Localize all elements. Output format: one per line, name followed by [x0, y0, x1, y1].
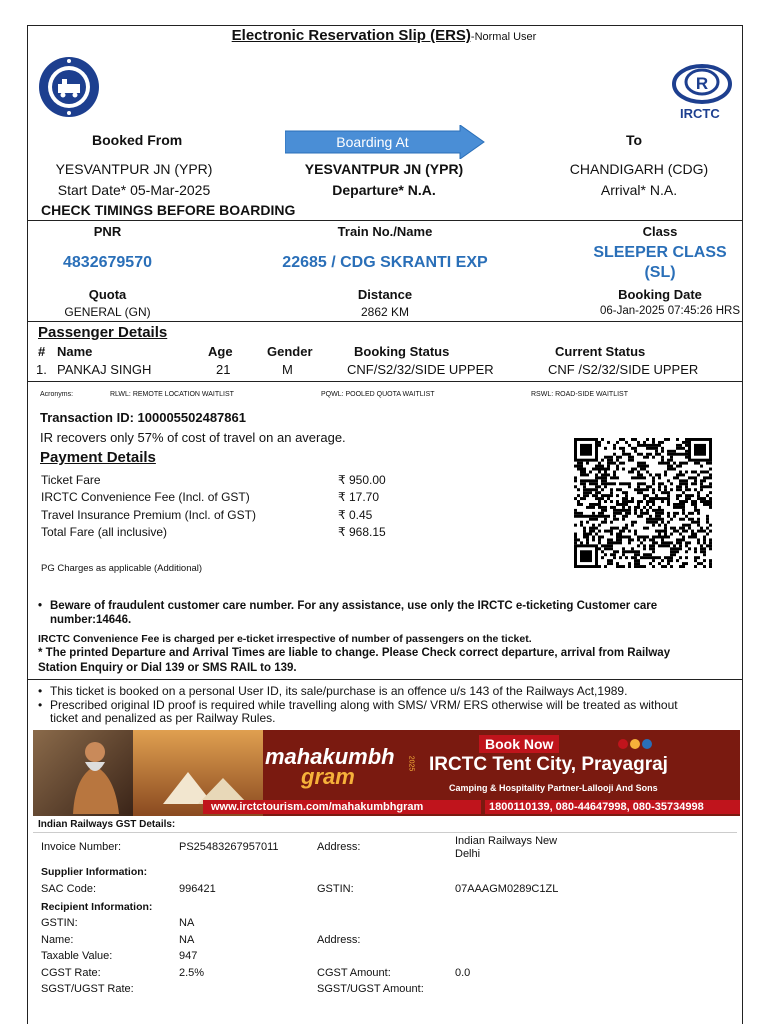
sage-figure-icon [53, 736, 143, 814]
booked-from-label: Booked From [92, 132, 183, 148]
rule-id-proof-line2: ticket and penalized as per Railway Rules. [50, 711, 276, 725]
passenger-age: 21 [216, 362, 231, 377]
indian-railways-logo-icon [38, 56, 100, 118]
subsidy-note: IR recovers only 57% of cost of travel on an average. [40, 430, 346, 445]
rule-id-proof: Prescribed original ID proof is required while travelling along with SMS/ VRM/ ERS otherwise will be treated as without [50, 698, 678, 712]
svg-text:R: R [695, 74, 709, 93]
banner-brand-bottom: gram [301, 764, 355, 789]
from-station: YESVANTPUR JN (YPR) [55, 161, 213, 177]
insurance-label: Travel Insurance Premium (Incl. of GST) [41, 508, 256, 522]
book-now-button[interactable]: Book Now [479, 735, 559, 753]
gst-title: Indian Railways GST Details: [38, 819, 176, 830]
boarding-at-label: Boarding At [336, 134, 409, 150]
train-label: Train No./Name [337, 224, 433, 239]
total-fare-value: ₹ 968.15 [338, 525, 386, 539]
recipient-name-label: Name: [41, 934, 74, 946]
convenience-fee-value: ₹ 17.70 [338, 490, 379, 504]
passenger-details-title: Passenger Details [38, 324, 168, 341]
recipient-gstin-label: GSTIN: [41, 917, 78, 929]
acronym-rswl: RSWL: ROAD-SIDE WAITLIST [531, 391, 628, 398]
qr-code-icon [574, 438, 712, 568]
train-value: 22685 / CDG SKRANTI EXP [282, 254, 488, 271]
pnr-value: 4832679570 [63, 254, 152, 271]
rule-user-id: This ticket is booked on a personal User ID, its sale/purchase is an offence u/s 143 of the Railways Act,1989. [50, 684, 628, 698]
booking-date-value: 06-Jan-2025 07:45:26 HRS [599, 305, 740, 317]
convenience-fee-notice: IRCTC Convenience Fee is charged per e-ticket irrespective of number of passengers on the ticket. [38, 633, 532, 645]
rules-list [38, 684, 678, 712]
transaction-id: Transaction ID: 100005502487861 [40, 410, 246, 425]
acronym-rlwl: RLWL: REMOTE LOCATION WAITLIST [110, 391, 234, 398]
insurance-value: ₹ 0.45 [338, 508, 373, 522]
divider [33, 832, 737, 833]
address-value-line1: Indian Railways New [455, 835, 558, 847]
sac-label: SAC Code: [41, 883, 97, 895]
taxable-value: 947 [179, 950, 198, 962]
class-value-line1: SLEEPER CLASS [593, 244, 727, 261]
list-item [38, 698, 678, 712]
cgst-amount-label: CGST Amount: [317, 967, 391, 979]
sac-value: 996421 [179, 883, 216, 895]
passenger-gender: M [282, 362, 293, 377]
recipient-name-value: NA [179, 934, 195, 946]
recipient-address-label: Address: [317, 934, 361, 946]
class-value-line2: (SL) [644, 264, 676, 281]
banner-phones: 1800110139, 080-44647998, 080-35734998 [485, 800, 740, 814]
banner-title: IRCTC Tent City, Prayagraj [429, 754, 668, 775]
col-booking-status: Booking Status [354, 344, 450, 359]
quota-value: GENERAL (GN) [64, 305, 151, 319]
acronym-pqwl: PQWL: POOLED QUOTA WAITLIST [321, 391, 435, 398]
ers-subtitle: -Normal User [470, 31, 537, 43]
timing-notice-line1: * The printed Departure and Arrival Times are liable to change. Please Check correct departure, arrival from Railway [38, 647, 671, 659]
class-label: Class [642, 224, 678, 239]
check-timings-note: CHECK TIMINGS BEFORE BOARDING [41, 202, 296, 218]
address-value-line2: Delhi [455, 848, 481, 860]
ers-header [0, 27, 768, 45]
distance-value: 2862 KM [360, 305, 410, 319]
supplier-title: Supplier Information: [41, 866, 148, 878]
address-label: Address: [317, 841, 361, 853]
acronyms-label: Acronyms: [40, 391, 74, 398]
booking-date-label: Booking Date [618, 287, 702, 302]
total-fare-label: Total Fare (all inclusive) [41, 525, 168, 539]
convenience-fee-label: IRCTC Convenience Fee (Incl. of GST) [41, 490, 250, 504]
gstin-label: GSTIN: [317, 883, 354, 895]
col-gender: Gender [267, 344, 313, 359]
banner-year: 2025 [407, 755, 415, 772]
invoice-label: Invoice Number: [41, 841, 122, 853]
sgst-amount-label: SGST/UGST Amount: [317, 983, 424, 995]
passenger-name: PANKAJ SINGH [57, 362, 152, 377]
sgst-rate-label: SGST/UGST Rate: [41, 983, 134, 995]
mahakumbh-banner[interactable] [33, 730, 740, 816]
pnr-label: PNR [93, 224, 122, 239]
pg-charges-note: PG Charges as applicable (Additional) [41, 563, 203, 574]
tent-icon [153, 764, 253, 804]
banner-url-link[interactable]: www.irctctourism.com/mahakumbhgram [203, 800, 481, 814]
taxable-label: Taxable Value: [41, 950, 113, 962]
col-age: Age [208, 344, 233, 359]
divider [27, 321, 743, 322]
timing-notice-line2: Station Enquiry or Dial 139 or SMS RAIL to 139. [38, 662, 297, 674]
passenger-booking-status: CNF/S2/32/SIDE UPPER [347, 362, 494, 377]
gstin-value: 07AAAGM0289C1ZL [455, 883, 559, 895]
cgst-rate-value: 2.5% [179, 967, 205, 979]
irctc-logo-icon [670, 62, 734, 106]
boarding-station: YESVANTPUR JN (YPR) [304, 161, 464, 177]
departure-time: Departure* N.A. [332, 182, 436, 198]
divider [27, 220, 743, 221]
banner-brand-top: mahakumbh [265, 744, 395, 769]
partner-logos-icon [618, 736, 668, 750]
to-label: To [626, 132, 643, 148]
col-current-status: Current Status [555, 344, 646, 359]
divider [27, 679, 743, 680]
recipient-gstin-value: NA [179, 917, 195, 929]
payment-details-title: Payment Details [40, 449, 156, 466]
invoice-value: PS25483267957011 [179, 841, 279, 853]
col-name: Name [57, 344, 93, 359]
fare-label: Ticket Fare [41, 473, 101, 487]
quota-label: Quota [88, 287, 127, 302]
passenger-current-status: CNF /S2/32/SIDE UPPER [548, 362, 699, 377]
distance-label: Distance [357, 287, 413, 302]
irctc-logo-label: IRCTC [680, 106, 720, 121]
start-date: Start Date* 05-Mar-2025 [57, 182, 211, 198]
list-item [38, 684, 678, 698]
fare-value: ₹ 950.00 [338, 473, 386, 487]
divider [27, 381, 743, 382]
fraud-notice-line1: Beware of fraudulent customer care number. For any assistance, use only the IRCTC e-ticketing Customer care [50, 600, 658, 612]
ers-title: Electronic Reservation Slip (ERS) [231, 27, 471, 44]
to-station: CHANDIGARH (CDG) [569, 161, 709, 177]
arrival-time: Arrival* N.A. [600, 182, 678, 198]
cgst-amount-value: 0.0 [455, 967, 471, 979]
recipient-title: Recipient Information: [41, 901, 153, 913]
col-num: # [38, 344, 46, 359]
banner-tagline: Camping & Hospitality Partner-Lallooji And Sons [449, 783, 658, 793]
fraud-notice-line2: number:14646. [50, 614, 132, 626]
fraud-notice [38, 600, 657, 612]
cgst-rate-label: CGST Rate: [41, 967, 101, 979]
passenger-num: 1. [36, 362, 47, 377]
